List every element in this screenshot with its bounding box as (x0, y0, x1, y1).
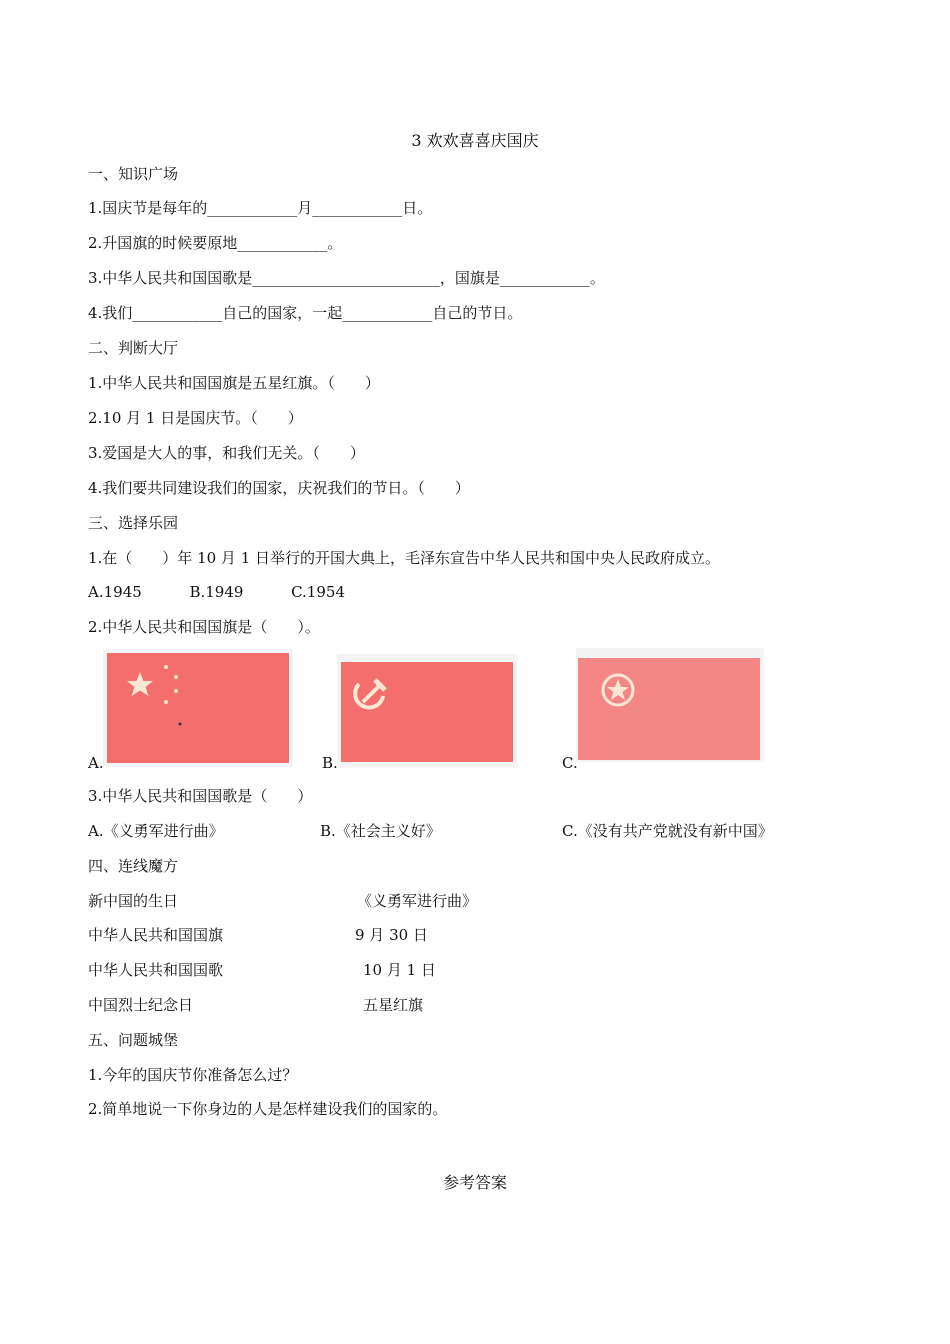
match-right-item: 10 月 1 日 (363, 961, 436, 979)
flag-option-c-label: C. (562, 754, 578, 772)
match-left-item: 新中国的生日 (88, 892, 179, 910)
match-left-item: 中华人民共和国国旗 (88, 926, 224, 944)
s1-question-1: 1.国庆节是每年的____________月____________日。 (88, 199, 433, 217)
s3-question-3-option-a: A.《义勇军进行曲》 (88, 822, 224, 840)
s3-question-3: 3.中华人民共和国国歌是（ ） (88, 787, 313, 805)
flag-option-b-image (337, 654, 517, 768)
hammer-sickle-icon (337, 654, 517, 768)
match-right-item: 五星红旗 (363, 996, 424, 1014)
s5-question-2: 2.简单地说一下你身边的人是怎样建设我们的国家的。 (88, 1100, 448, 1118)
match-right-item: 《义勇军进行曲》 (357, 892, 478, 910)
s2-question-4: 4.我们要共同建设我们的国家，庆祝我们的节日。（ ） (88, 479, 470, 497)
s2-question-3: 3.爱国是大人的事，和我们无关。（ ） (88, 444, 365, 462)
s1-question-4: 4.我们____________自己的国家，一起____________自己的节日。 (88, 304, 523, 322)
five-star-flag-icon (103, 649, 293, 767)
answers-heading: 参考答案 (442, 1173, 507, 1192)
worksheet-title: 3 欢欢喜喜庆国庆 (411, 131, 539, 150)
s2-question-1: 1.中华人民共和国国旗是五星红旗。（ ） (88, 374, 380, 392)
match-left-item: 中国烈士纪念日 (88, 996, 194, 1014)
flag-option-a-label: A. (88, 754, 104, 772)
s3-question-3-option-b: B.《社会主义好》 (320, 822, 441, 840)
s2-question-2: 2.10 月 1 日是国庆节。（ ） (88, 409, 303, 427)
section-4-heading: 四、连线魔方 (88, 857, 179, 875)
s3-question-1: 1.在（ ）年 10 月 1 日举行的开国大典上，毛泽东宣告中华人民共和国中央人民政府成立。 (88, 549, 721, 567)
s3-question-2: 2.中华人民共和国国旗是（ ）。 (88, 618, 320, 636)
section-1-heading: 一、知识广场 (88, 165, 179, 183)
s1-question-2: 2.升国旗的时候要原地____________。 (88, 234, 343, 252)
star-circle-flag-icon (576, 648, 764, 762)
s1-question-3: 3.中华人民共和国国歌是_________________________，国旗是____________。 (88, 269, 605, 287)
section-3-heading: 三、选择乐园 (88, 514, 179, 532)
s5-question-1: 1.今年的国庆节你准备怎么过？ (88, 1066, 298, 1084)
s3-question-1-options: A.1945 B.1949 C.1954 (88, 583, 345, 601)
flag-option-b-label: B. (322, 754, 338, 772)
s3-question-3-option-c: C.《没有共产党就没有新中国》 (562, 822, 773, 840)
flag-option-a-image (103, 649, 293, 767)
match-right-item: 9 月 30 日 (355, 926, 428, 944)
flag-option-c-image (576, 648, 764, 762)
section-2-heading: 二、判断大厅 (88, 339, 179, 357)
match-left-item: 中华人民共和国国歌 (88, 961, 224, 979)
section-5-heading: 五、问题城堡 (88, 1031, 179, 1049)
